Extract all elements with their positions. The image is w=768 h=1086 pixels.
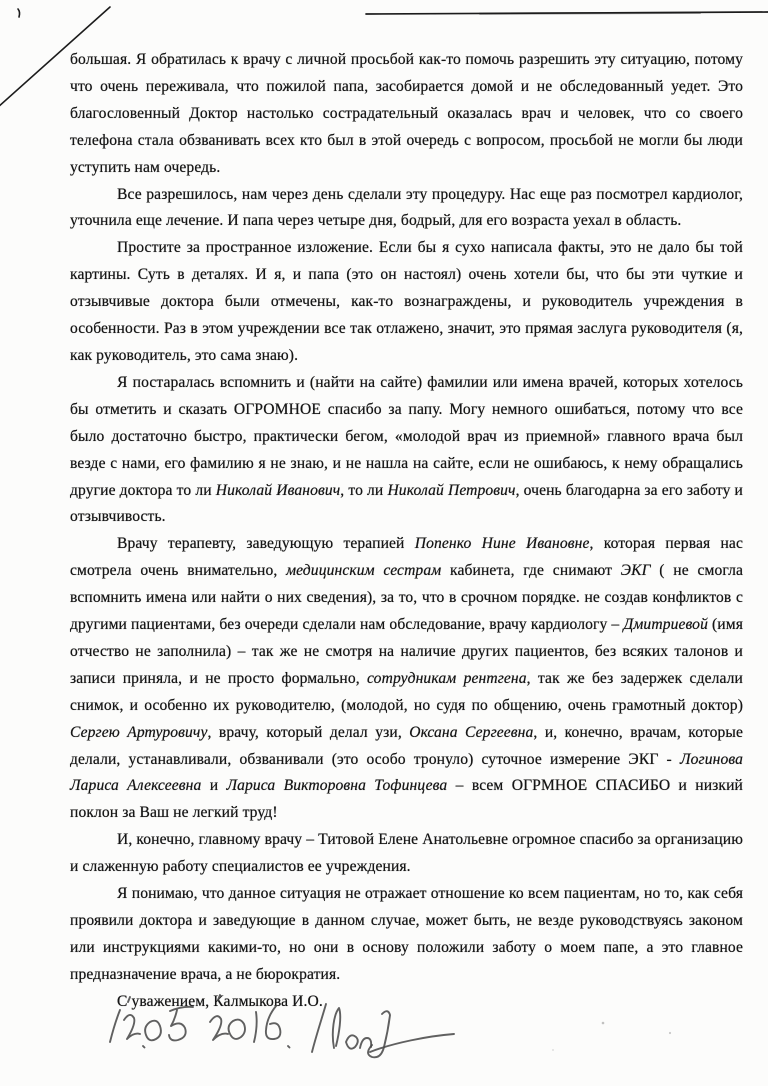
continued-paragraph-queue-story: [70, 47, 743, 182]
paragraph-reflection: [70, 881, 743, 989]
italic-text-run: Дмитриевой: [623, 616, 708, 634]
text-run: Я понимаю, что данное ситуация не отражает отношение ко всем пациентам, но то, как себя проявили доктора и заведующие в данном случае, может быть, не везде руководствуясь законом или инструкциями какими-то, но они в основу положили заботу о моем папе, а это главное предназначение врача, а не бюрократия.: [70, 885, 743, 983]
italic-text-run: Николай Петрович: [387, 481, 516, 499]
italic-text-run: сотрудникам рентгена: [367, 669, 527, 687]
text-run: Простите за пространное изложение. Если бы я сухо написала факты, это не дало бы той картины. Суть в деталях. И я, и папа (это он настоял) очень хотели бы, что бы эти чуткие и отзывчивые доктора были отмечены, как-то вознаграждены, и руководитель учреждения в особенности. Раз в этом учреждении все так отлажено, значит, это прямая заслуга руководителя (я, как руководитель, это сама знаю).: [70, 239, 743, 364]
text-run: , и, конечно, врачам, которые делали, устанавливали, обзванивали (это особо тронуло) суточное измерение ЭКГ -: [70, 723, 743, 768]
text-run: большая. Я обратилась к врачу с личной просьбой как-то помочь разрешить эту ситуацию, потому что очень переживала, что пожилой папа, засобирается домой и не обследованный уедет. Это благословенный Доктор настолько сострадательный оказалась врач и человек, что со своего телефона стала обзванивать всех кто был в этой очередь с вопросом, просьбой не могли бы люди уступить нам очередь.: [70, 51, 743, 176]
italic-text-run: ЭКГ: [620, 562, 651, 580]
italic-text-run: Сергею Артуровичу: [70, 723, 208, 741]
text-run: , так же без задержек сделали снимок, и особенно их руководителю, (молодой, но судя по общению, очень грамотный доктор): [70, 669, 743, 714]
paragraph-resolution: [70, 182, 743, 236]
text-run: (имя отчество не заполнила) – так же не смотря на наличие других пациентов, без всяких талонов и записи приняла, и не просто формально,: [70, 616, 743, 687]
text-run: Все разрешилось, нам через день сделали эту процедуру. Нас еще раз посмотрел кардиолог, уточнила еще лечение. И папа через четыре дня, бодрый, для его возраста уехал в область.: [70, 185, 743, 230]
text-run: Я постаралась вспомнить и (найти на сайте) фамилии или имена врачей, которых хотелось бы отметить и сказать ОГРОМНОЕ спасибо за папу. Могу немного ошибаться, потому что все было достаточно быстро, практически бегом, «молодой врач из приемной» главного врача был везде с нами, его фамилию я не знаю, и не нашла на сайте, если не ошибаюсь, к нему обращались другие доктора то ли: [70, 373, 743, 499]
text-run: ( не смогла вспомнить имена или найти о них сведения), за то, что в срочном порядке. не создав конфликтов с другими пациентами, без очереди сделали нам обследование, врачу кардиологу –: [70, 562, 744, 634]
text-run: , которая первая нас смотрела очень внимательно,: [70, 535, 743, 580]
text-run: , очень благодарна за его заботу и отзывчивость.: [70, 481, 743, 526]
text-run: – всем ОГРМНОЕ СПАСИБО и низкий поклон за Ваш не легкий труд!: [70, 777, 743, 822]
text-run: , то ли: [340, 481, 388, 499]
paragraph-apology-and-credit: [70, 235, 743, 370]
ink-specks-artifact: [552, 1022, 671, 1051]
text-run: , врачу, который делал узи,: [207, 723, 410, 741]
italic-text-run: Логинова Лариса Алексеевна: [70, 750, 743, 795]
paragraph-thanks-to-staff: [70, 531, 743, 827]
italic-text-run: Николай Иванович: [215, 481, 341, 499]
text-run: Врачу терапевту, заведующую терапией: [117, 535, 415, 553]
italic-text-run: Лариса Викторовна Тофинцева: [226, 777, 448, 795]
text-run: С уважением, Калмыкова И.О.: [117, 992, 323, 1010]
italic-text-run: медицинским сестрам: [286, 562, 442, 580]
text-run: и: [201, 777, 227, 795]
paragraph-thanks-chief-doctor: [70, 827, 743, 881]
paragraph-names-search: [70, 370, 743, 531]
closing-line: [70, 989, 743, 1016]
letter-body: [70, 47, 743, 1016]
scan-edge-line-artifact: [366, 12, 768, 14]
text-run: И, конечно, главному врачу – Титовой Елене Анатольевне огромное спасибо за организацию и слаженную работу специалистов ее учреждения.: [70, 831, 743, 876]
italic-text-run: Попенко Нине Ивановне: [414, 535, 590, 553]
text-run: кабинета, где снимают: [441, 562, 621, 580]
italic-text-run: Оксана Сергеевна: [409, 723, 534, 741]
ink-tick-artifact: [18, 9, 20, 17]
